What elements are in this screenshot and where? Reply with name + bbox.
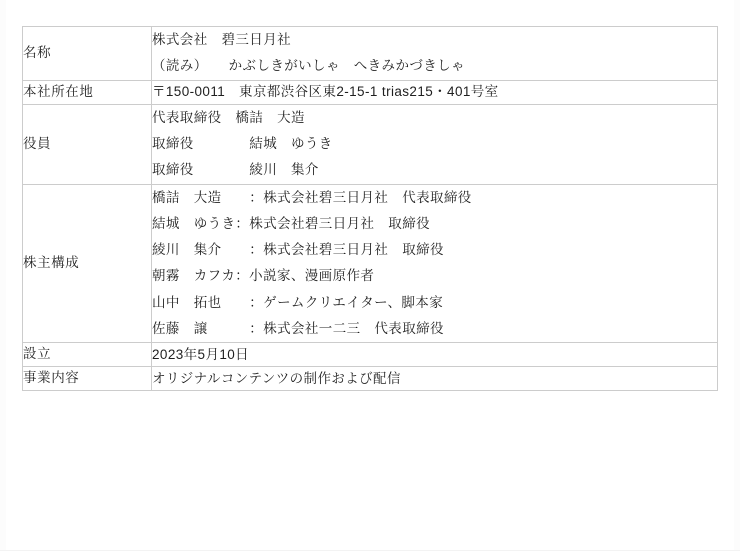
row-label-officers: 役員 [23,104,152,184]
value-line: オリジナルコンテンツの制作および配信 [152,370,401,386]
value-line: 取締役 結城 ゆうき [152,135,333,151]
row-label-shareholders: 株主構成 [23,184,152,343]
value-line: 佐藤 譲 ：株式会社一二三 代表取締役 [152,321,444,337]
table-row [23,80,718,104]
value-line: 2023年5月10日 [152,346,250,362]
value-line: 結城 ゆうき：株式会社碧三日月社 取締役 [152,215,430,231]
right-margin [734,0,740,551]
row-value-established [152,343,718,367]
table-row [23,104,718,184]
table-row [23,367,718,391]
value-line: 代表取締役 橋詰 大造 [152,109,305,125]
table-row [23,184,718,343]
value-line: 株式会社 碧三日月社 [152,32,291,47]
row-label-established: 設立 [23,343,152,367]
row-label-business: 事業内容 [23,367,152,391]
left-margin [0,0,6,551]
row-label-name: 名称 [23,27,152,81]
value-line: 橋詰 大造 ：株式会社碧三日月社 代表取締役 [152,189,472,205]
row-label-address: 本社所在地 [23,80,152,104]
value-line: （読み） かぶしきがいしゃ へきみかづきしゃ [152,58,465,74]
company-info-table [22,26,718,391]
row-value-business [152,367,718,391]
value-line: 取締役 綾川 集介 [152,162,319,178]
top-spacer [0,0,740,26]
table-row [23,27,718,81]
value-line: 山中 拓也 ：ゲームクリエイター、脚本家 [152,294,444,310]
value-line: 綾川 集介 ：株式会社碧三日月社 取締役 [152,242,444,258]
row-value-officers [152,104,718,184]
row-value-name [152,27,718,81]
table-row [23,343,718,367]
row-value-address [152,80,718,104]
value-line: 〒150-0011 東京都渋谷区東2-15-1 trias215・401号室 [152,83,499,99]
row-value-shareholders [152,184,718,343]
value-line: 朝霧 カフカ：小説家、漫画原作者 [152,268,375,284]
